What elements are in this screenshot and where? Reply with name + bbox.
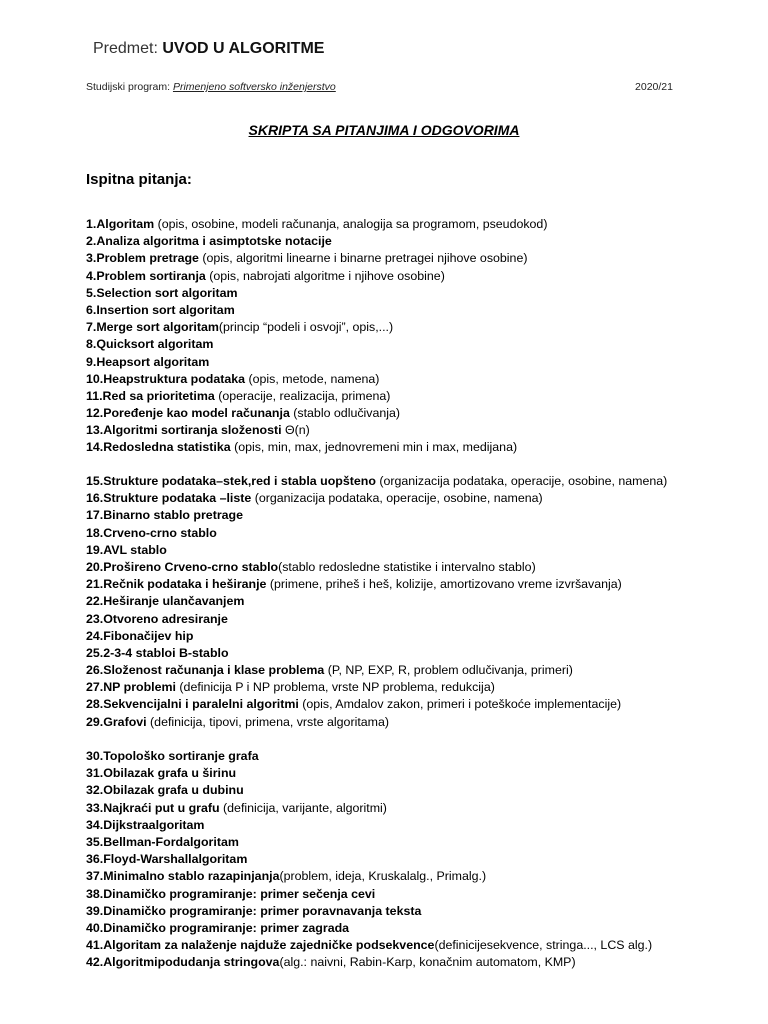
question-detail: (definicija, tipovi, primena, vrste algoritama) (150, 714, 390, 729)
question-title: 19.AVL stablo (86, 542, 167, 557)
section-heading: Ispitna pitanja: (86, 171, 192, 188)
question-title: 41.Algoritam za nalaženje najduže zajedničke podsekvence (86, 938, 435, 953)
question-title: 38.Dinamičko programiranje: primer sečenja cevi (86, 886, 376, 901)
question-title: 34.Dijkstraalgoritam (86, 817, 205, 832)
question-title: 18.Crveno-crno stablo (86, 525, 217, 540)
question-detail: (definicija, varijante, algoritmi) (223, 800, 387, 815)
question-item (86, 490, 706, 507)
question-item (86, 817, 706, 834)
question-title: 30.Topološko sortiranje grafa (86, 749, 259, 763)
question-group-2 (86, 473, 706, 731)
question-item (86, 662, 706, 679)
question-item (86, 937, 706, 954)
question-item (86, 302, 706, 319)
question-detail: (opis, Amdalov zakon, primeri i poteškoće implementacije) (302, 697, 622, 712)
question-title: 2.Analiza algoritma i asimptotske notacije (86, 234, 332, 249)
question-detail: (organizacija podataka, operacije, osobine, namena) (379, 474, 668, 488)
question-detail: (P, NP, EXP, R, problem odlučivanja, primeri) (327, 663, 573, 678)
question-title: 11.Red sa prioritetima (86, 388, 219, 403)
question-item (86, 576, 706, 593)
question-item (86, 507, 706, 524)
question-title: 33.Najkraći put u grafu (86, 800, 224, 815)
question-title: 35.Bellman-Fordalgoritam (86, 834, 239, 849)
question-detail: (definicijesekvence, stringa..., LCS alg.) (434, 938, 653, 953)
question-title: 12.Poređenje kao model računanja (86, 406, 294, 421)
question-title: 29.Grafovi (86, 714, 151, 729)
question-item (86, 216, 706, 233)
question-title: 42.Algoritmipodudanja stringova (86, 955, 280, 970)
question-title: 20.Prošireno Crveno-crno stablo (86, 559, 279, 574)
question-item (86, 593, 706, 610)
question-item (86, 422, 706, 439)
question-title: 23.Otvoreno adresiranje (86, 611, 228, 626)
question-item (86, 268, 706, 285)
question-item (86, 868, 706, 885)
question-detail: (organizacija podataka, operacije, osobine, namena) (254, 491, 543, 506)
question-title: 16.Strukture podataka –liste (86, 491, 255, 506)
question-title: 10.Heapstruktura podataka (86, 371, 249, 386)
question-item (86, 559, 706, 576)
question-item (86, 645, 706, 662)
question-detail: (opis, metode, namena) (248, 371, 380, 386)
question-detail: Θ(n) (284, 423, 310, 438)
question-title: 31.Obilazak grafa u širinu (86, 766, 237, 781)
question-item (86, 886, 706, 903)
question-title: 15.Strukture podataka–stek,red i stabla uopšteno (86, 474, 380, 488)
study-program-label: Studijski program: (86, 81, 171, 93)
question-item (86, 319, 706, 336)
question-detail: (princip “podeli i osvoji”, opis,...) (218, 320, 394, 335)
question-item (86, 800, 706, 817)
question-title: 39.Dinamičko programiranje: primer poravnavanja teksta (86, 903, 422, 918)
question-item (86, 954, 706, 971)
question-title: 7.Merge sort algoritam (86, 320, 219, 335)
question-title: 21.Rečnik podataka i heširanje (86, 577, 270, 592)
question-title: 13.Algoritmi sortiranja složenosti (86, 423, 285, 438)
question-item (86, 473, 706, 490)
question-item (86, 405, 706, 422)
question-detail: (opis, nabrojati algoritme i njihove osobine) (209, 268, 445, 283)
question-title: 3.Problem pretrage (86, 251, 203, 266)
study-program-line (86, 81, 673, 93)
question-title: 17.Binarno stablo pretrage (86, 508, 243, 523)
question-item (86, 611, 706, 628)
question-group-1 (86, 216, 706, 457)
question-item (86, 851, 706, 868)
question-title: 28.Sekvencijalni i paralelni algoritmi (86, 697, 303, 712)
question-detail: (opis, algoritmi linearne i binarne pretragei njihove osobine) (202, 251, 528, 266)
question-item (86, 834, 706, 851)
question-title: 40.Dinamičko programiranje: primer zagrada (86, 920, 350, 935)
question-title: 1.Algoritam (86, 217, 158, 231)
question-title: 4.Problem sortiranja (86, 268, 210, 283)
question-item (86, 714, 706, 731)
question-group-3 (86, 748, 706, 971)
question-detail: (alg.: naivni, Rabin-Karp, konačnim automatom, KMP) (279, 955, 576, 970)
question-detail: (stablo odlučivanja) (293, 406, 401, 421)
question-title: 36.Floyd-Warshallalgoritam (86, 852, 248, 867)
question-detail: (stablo redosledne statistike i intervalno stablo) (278, 559, 536, 574)
question-item (86, 439, 706, 456)
question-item (86, 628, 706, 645)
question-title: 8.Quicksort algoritam (86, 337, 214, 352)
question-title: 25.2-3-4 stabloi B-stablo (86, 645, 229, 660)
subject-line (93, 40, 324, 58)
question-title: 24.Fibonačijev hip (86, 628, 194, 643)
question-item (86, 336, 706, 353)
question-item (86, 679, 706, 696)
question-item (86, 903, 706, 920)
question-item (86, 782, 706, 799)
question-title: 27.NP problemi (86, 680, 180, 695)
question-item (86, 748, 706, 765)
question-title: 14.Redosledna statistika (86, 440, 235, 455)
question-item (86, 388, 706, 405)
question-detail: (problem, ideja, Kruskalalg., Primalg.) (279, 869, 487, 884)
question-item (86, 696, 706, 713)
question-item (86, 920, 706, 937)
question-title: 22.Heširanje ulančavanjem (86, 594, 245, 609)
question-item (86, 250, 706, 267)
question-title: 6.Insertion sort algoritam (86, 302, 235, 317)
question-item (86, 371, 706, 388)
question-item (86, 542, 706, 559)
question-detail: (opis, min, max, jednovremeni min i max, medijana) (234, 440, 518, 455)
question-title: 26.Složenost računanja i klase problema (86, 663, 328, 678)
question-detail: (definicija P i NP problema, vrste NP problema, redukcija) (179, 680, 495, 695)
academic-year: 2020/21 (635, 81, 673, 93)
question-detail: (opis, osobine, modeli računanja, analogija sa programom, pseudokod) (157, 217, 548, 231)
question-title: 32.Obilazak grafa u dubinu (86, 783, 244, 798)
subject-label: Predmet: (93, 40, 158, 57)
question-title: 37.Minimalno stablo razapinjanja (86, 869, 280, 884)
subject-name: UVOD U ALGORITME (162, 40, 325, 57)
study-program-name: Primenjeno softversko inženjerstvo (172, 81, 336, 93)
question-item (86, 354, 706, 371)
question-detail: (operacije, realizacija, primena) (218, 388, 391, 403)
document-title: SKRIPTA SA PITANJIMA I ODGOVORIMA (248, 122, 520, 138)
question-title: 5.Selection sort algoritam (86, 285, 238, 300)
question-item (86, 285, 706, 302)
question-detail: (primene, priheš i heš, kolizije, amortizovano vreme izvršavanja) (269, 577, 622, 592)
question-title: 9.Heapsort algoritam (86, 354, 210, 369)
question-item (86, 525, 706, 542)
question-item (86, 765, 706, 782)
question-item (86, 233, 706, 250)
